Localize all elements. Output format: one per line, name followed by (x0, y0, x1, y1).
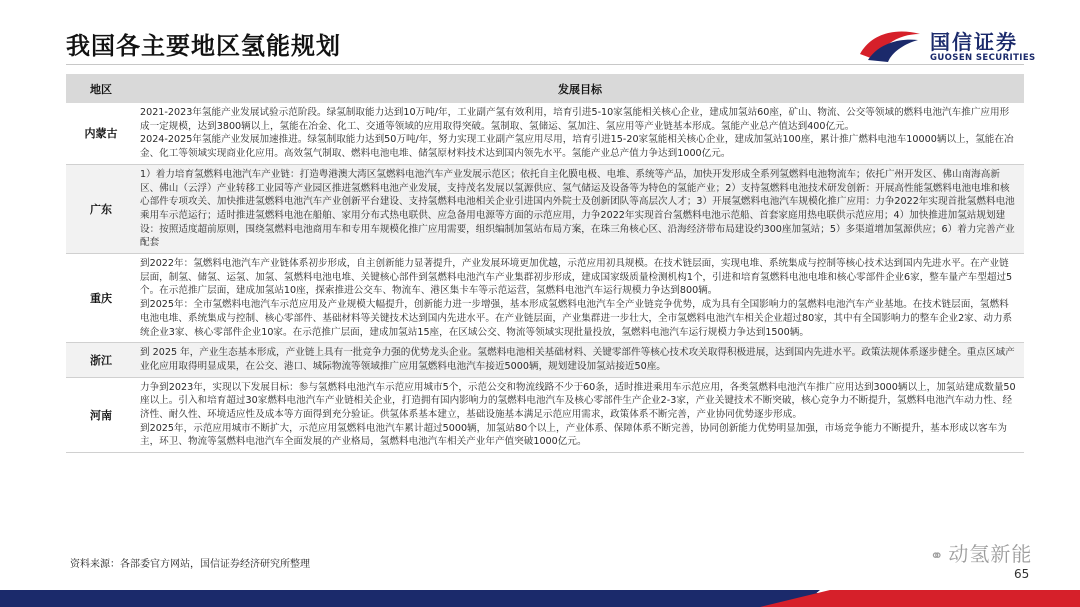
goals-cell (136, 165, 1024, 253)
goal-paragraph: 到2025年：全市氢燃料电池汽车示范应用及产业规模大幅提升，创新能力进一步增强，基本形成氢燃料电池汽车全产业链竞争优势，成为具有全国影响力的氢燃料电池汽车产业基地。在技术链层面，氢燃料电池电堆、系统集成与控制、核心零部件、基础材料等关键技术达到国内先进水平。在产业链层面，产业集群进一步壮大，全市氢燃料电池汽车相关企业超过80家，其中有全国影响力的整车企业2家、动力系统企业3家、核心零部件企业10家。在示范推广层面，建成加氢站15座，在区域公交、物流等领域实现批量投放，氢燃料电池汽车运行规模力争达到1500辆。 (140, 299, 1013, 338)
goals-cell (136, 378, 1024, 453)
table-header (66, 74, 1024, 103)
goal-paragraph: 到 2025 年，产业生态基本形成，产业链上具有一批竞争力强的优势龙头企业。氢燃料电池相关基础材料、关键零部件等核心技术攻关取得积极进展，达到国内先进水平。政策法规体系逐步健全。重点区域产业化应用取得明显成果，在公交、港口、城际物流等领域推广应用氢燃料电池汽车接近5000辆，规划建设加氢站接近50座。 (140, 347, 1015, 372)
logo-text-en: GUOSEN SECURITIES (930, 53, 1036, 63)
goal-paragraph: 2024-2025年氢能产业发展加速推进。绿氢制取能力达到50万吨/年，努力实现工业副产氢应用尽用，培育引进15-20家氢能相关核心企业，建成加氢站100座，累计推广燃料电池车10000辆以上，氢能在冶金、化工等领域实现商业化应用。高效氢气制取、燃料电池电堆、储氢原材料技术达到国内领先水平。氢能产业总产值力争达到1000亿元。 (140, 134, 1014, 160)
region-cell: 重庆 (90, 292, 112, 306)
page-number: 65 (1014, 567, 1030, 581)
brand-logo (858, 24, 1038, 68)
region-cell: 内蒙古 (84, 127, 118, 141)
wechat-icon: ⚭ (930, 546, 945, 565)
logo-text-cn: 国信证券 (930, 30, 1018, 54)
goal-paragraph: 力争到2023年，实现以下发展目标：参与氢燃料电池汽车示范应用城市5个，示范公交和物流线路不少于60条，适时推进乘用车示范应用，各类氢燃料电池汽车推广应用达到3000辆以上，加氢站建成数量50座以上。引入和培育超过30家燃料电池汽车产业链相关企业，打造拥有国内影响力的氢燃料电池汽车及核心零部件生产企业2-3家，产业关键技术不断突破，核心竞争力不断提升，氢燃料电池汽车动力性、经济性、耐久性、环境适应性及成本等方面得到充分验证。供氢体系基本建立，基础设施基本满足示范应用需求，政策体系不断完善，产业协同优势逐步形成。 (140, 381, 1016, 421)
column-header-goals: 发展目标 (558, 82, 602, 96)
table-row-henan (66, 378, 1024, 454)
guosen-logo-icon (858, 24, 924, 64)
watermark-text: 动氢新能 (948, 542, 1033, 566)
goal-paragraph: 1）着力培育氢燃料电池汽车产业链：打造粤港澳大湾区氢燃料电池汽车产业发展示范区；依托自主化膜电极、电堆、系统等产品，加快开发形成全系列氢燃料电池物流车；依托广州开发区、佛山南海高新区、佛山（云浮）产业转移工业园等产业园区推进氢燃料电池产业发展，支持茂名发展以氢源供应、氢气储运及设备等为特色的氢能产业；2）支持氢燃料电池技术研发创新：开展高性能氢燃料电池电堆和核心部件专项攻关、加快推进氢燃料电池汽车产业创新平台建设、支持氢燃料电池相关企业引进国内外院士及创新团队等高层次人才；3）开展氢燃料电池汽车规模化推广应用：力争2022年实现首批氢燃料电池乘用车示范运行；适时推进氢燃料电池在船舶、家用分布式热电联供、应急备用电源等方面的示范应用，力争2022年实现首台氢燃料电池示范船、首套家庭用热电联供示范应用；4）加快推进加氢站规划建设：按照适度超前原则，围绕氢燃料电池商用车和专用车规模化推广应用需要，组织编制加氢站布局方案，在珠三角核心区、沿海经济带布局建设约300座加氢站；5）多渠道增加氢源供应；6）着力完善产业配套 (140, 168, 1015, 249)
table-row-chongqing (66, 254, 1024, 343)
region-cell: 浙江 (90, 353, 112, 367)
page-title: 我国各主要地区氢能规划 (66, 32, 341, 60)
regional-plan-table (66, 74, 1024, 453)
region-cell: 河南 (90, 408, 112, 422)
source-note: 资料来源：各部委官方网站，国信证券经济研究所整理 (70, 559, 310, 570)
goals-cell (136, 103, 1024, 164)
region-cell: 广东 (90, 202, 112, 216)
bottom-decor-bar (0, 590, 1080, 607)
goals-cell (136, 343, 1024, 376)
table-row-guangdong (66, 165, 1024, 254)
table-row-zhejiang (66, 343, 1024, 377)
title-divider (66, 64, 1024, 65)
goal-paragraph: 2021-2023年氢能产业发展试验示范阶段。绿氢制取能力达到10万吨/年，工业副产氢有效利用，培育引进5-10家氢能相关核心企业，建成加氢站60座，矿山、物流、公交等领域的燃料电池汽车推广应用形成一定规模，达到3800辆以上，氢能在冶金、化工、交通等领域的应用取得突破。氢制取、氢储运、氢加注、氢应用等产业链基本形成。氢能产业总产值达到400亿元。 (140, 107, 1010, 132)
goal-paragraph: 到2022年：氢燃料电池汽车产业链体系初步形成，自主创新能力显著提升，产业发展环境更加优越，示范应用初具规模。在技术链层面，实现电堆、系统集成与控制等核心技术达到国内先进水平。在产业链层面，制氢、储氢、运氢、加氢、氢燃料电池电堆、关键核心部件到氢燃料电池汽车产业集群初步形成，建成国家级质量检测机构1个，引进和培育氢燃料电池电堆和核心零部件企业6家，整车量产车型超过5个。在示范推广层面，建成加氢站10座，探索推进公交车、物流车、港区集卡车等示范运营，氢燃料电池汽车运行规模力争达到800辆。 (140, 258, 1013, 297)
watermark (930, 538, 1032, 567)
goal-paragraph: 到2025年，示范应用城市不断扩大，示范应用氢燃料电池汽车累计超过5000辆，加氢站80个以上，产业体系、保障体系不断完善，协同创新能力优势明显加强，市场竞争能力不断提升，基本形成以客车为主，环卫、物流等氢燃料电池汽车全面发展的产业格局，氢燃料电池汽车相关产业年产值突破1000亿元。 (140, 422, 1007, 448)
table-row-neimenggu (66, 103, 1024, 165)
column-header-region: 地区 (90, 82, 112, 96)
goals-cell (136, 254, 1024, 342)
